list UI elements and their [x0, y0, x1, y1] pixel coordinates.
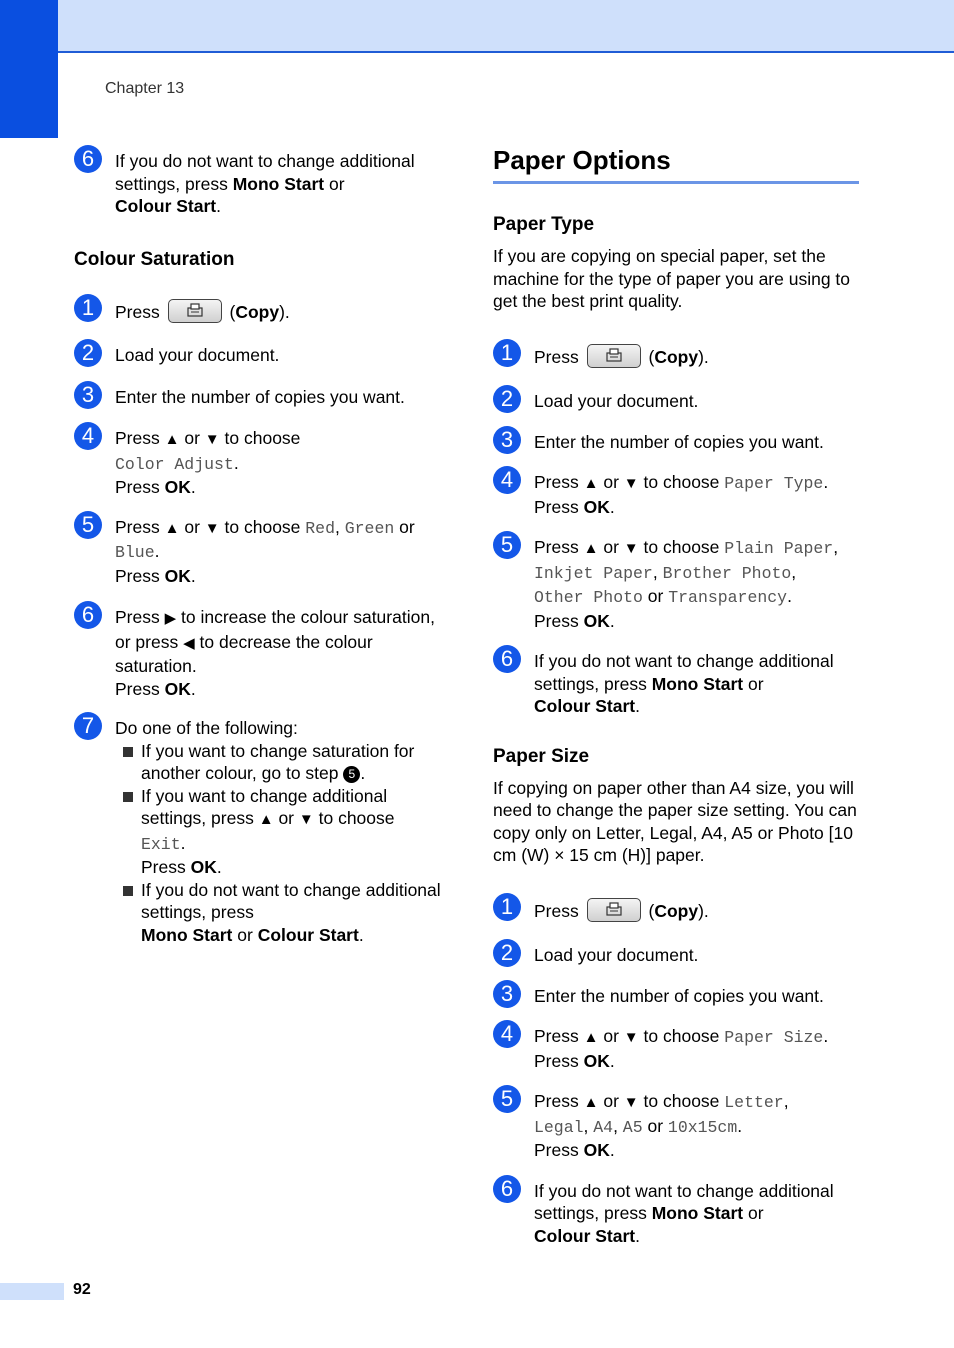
header-bar — [0, 0, 954, 53]
chapter-label: Chapter 13 — [105, 80, 185, 97]
colour-saturation-heading: Colour Saturation — [74, 248, 235, 270]
cs-step-2: 2 Load your document. — [74, 344, 454, 367]
down-arrow-icon: ▼ — [298, 811, 314, 828]
step-number: 3 — [493, 426, 521, 454]
bullet-square-icon — [123, 747, 133, 757]
ps-step-3: 3 Enter the number of copies you want. — [493, 985, 859, 1008]
down-arrow-icon: ▼ — [623, 540, 639, 557]
cs-step-7: 7 Do one of the following: If you want to change saturation for another colour, go to step 5 . If you want to change additional settings, press ▲ or ▼ to choose Exit. Press OK. If you do not want to change additional settings, press Mono Start or Colour Start. — [74, 717, 454, 946]
page-number: 92 — [73, 1281, 91, 1298]
step-number: 2 — [493, 385, 521, 413]
step-number: 3 — [493, 980, 521, 1008]
step-number: 5 — [74, 511, 102, 539]
bullet-item: If you do not want to change additional settings, press Mono Start or Colour Start. — [115, 879, 454, 947]
paper-size-intro: If copying on paper other than A4 size, you will need to change the paper size setting. You can copy only on Letter, Legal, A4, A5 or Photo [10 cm (W) × 15 cm (H)] paper. — [493, 777, 857, 865]
pt-step-4: 4 Press ▲ or ▼ to choose Paper Type. Press OK. — [493, 471, 859, 518]
ps-step-4: 4 Press ▲ or ▼ to choose Paper Size. Press OK. — [493, 1025, 859, 1072]
step-number: 2 — [493, 939, 521, 967]
ps-step-6: 6 If you do not want to change additional settings, press Mono Start or Colour Start. — [493, 1180, 859, 1248]
step-number: 6 — [74, 601, 102, 629]
ps-step-1: 1 Press (Copy). — [493, 898, 859, 923]
copy-key-icon — [587, 898, 641, 922]
bullet-square-icon — [123, 886, 133, 896]
up-arrow-icon: ▲ — [164, 431, 180, 448]
step-number: 1 — [493, 893, 521, 921]
footer-bar — [0, 1283, 64, 1300]
down-arrow-icon: ▼ — [623, 475, 639, 492]
up-arrow-icon: ▲ — [583, 540, 599, 557]
step-number: 6 — [74, 145, 102, 173]
cs-step-5: 5 Press ▲ or ▼ to choose Red, Green or Blue. Press OK. — [74, 516, 454, 588]
pt-step-5: 5 Press ▲ or ▼ to choose Plain Paper, Inkjet Paper, Brother Photo, Other Photo or Transparency. Press OK. — [493, 536, 859, 632]
up-arrow-icon: ▲ — [583, 1029, 599, 1046]
paper-type-intro: If you are copying on special paper, set the machine for the type of paper you are using to get the best print quality. — [493, 246, 851, 311]
paper-type-heading: Paper Type — [493, 214, 595, 235]
step-number: 7 — [74, 712, 102, 740]
bullet-square-icon — [123, 792, 133, 802]
step-number: 6 — [493, 1175, 521, 1203]
step-number: 2 — [74, 339, 102, 367]
left-arrow-icon: ◀ — [183, 634, 195, 652]
ps-step-2: 2 Load your document. — [493, 944, 859, 967]
cs-step-3: 3 Enter the number of copies you want. — [74, 386, 454, 409]
down-arrow-icon: ▼ — [623, 1029, 639, 1046]
up-arrow-icon: ▲ — [164, 519, 180, 537]
chapter-tab — [0, 0, 58, 138]
right-column — [493, 143, 859, 1247]
up-arrow-icon: ▲ — [583, 1094, 599, 1111]
step-number: 3 — [74, 381, 102, 409]
paper-size-heading: Paper Size — [493, 745, 590, 767]
pt-step-1: 1 Press (Copy). — [493, 344, 859, 369]
step-ref-icon: 5 — [343, 766, 360, 783]
down-arrow-icon: ▼ — [204, 519, 220, 537]
paper-options-heading: Paper Options — [493, 143, 859, 184]
pt-step-2: 2 Load your document. — [493, 390, 859, 413]
step-number: 4 — [74, 422, 102, 450]
step-number: 4 — [493, 1020, 521, 1048]
down-arrow-icon: ▼ — [623, 1094, 639, 1111]
left-column — [74, 143, 454, 946]
step-number: 6 — [493, 645, 521, 673]
step-number: 5 — [493, 531, 521, 559]
cs-step-6: 6 Press ▶ to increase the colour saturation, or press ◀ to decrease the colour saturation. Press OK. — [74, 606, 454, 700]
up-arrow-icon: ▲ — [258, 811, 274, 828]
down-arrow-icon: ▼ — [204, 431, 220, 448]
step-6-prev-section: 6 If you do not want to change additional settings, press Mono Start or Colour Start. — [74, 150, 454, 218]
copy-key-icon — [587, 344, 641, 368]
step-number: 4 — [493, 466, 521, 494]
bullet-item: If you want to change saturation for another colour, go to step 5 . — [115, 740, 454, 785]
step-number: 5 — [493, 1085, 521, 1113]
ps-step-5: 5 Press ▲ or ▼ to choose Letter, Legal, A4, A5 or 10x15cm. Press OK. — [493, 1090, 859, 1162]
right-arrow-icon: ▶ — [164, 610, 177, 627]
cs-step-4: 4 Press ▲ or ▼ to choose Color Adjust. Press OK. — [74, 427, 454, 499]
pt-step-6: 6 If you do not want to change additional settings, press Mono Start or Colour Start. — [493, 650, 859, 718]
up-arrow-icon: ▲ — [583, 475, 599, 492]
step-number: 1 — [493, 339, 521, 367]
copy-key-icon — [168, 299, 222, 323]
bullet-item: If you want to change additional settings, press ▲ or ▼ to choose Exit. Press OK. — [115, 785, 454, 879]
step-number: 1 — [74, 294, 102, 322]
pt-step-3: 3 Enter the number of copies you want. — [493, 431, 859, 454]
cs-step-1: 1 Press (Copy). — [74, 299, 454, 324]
